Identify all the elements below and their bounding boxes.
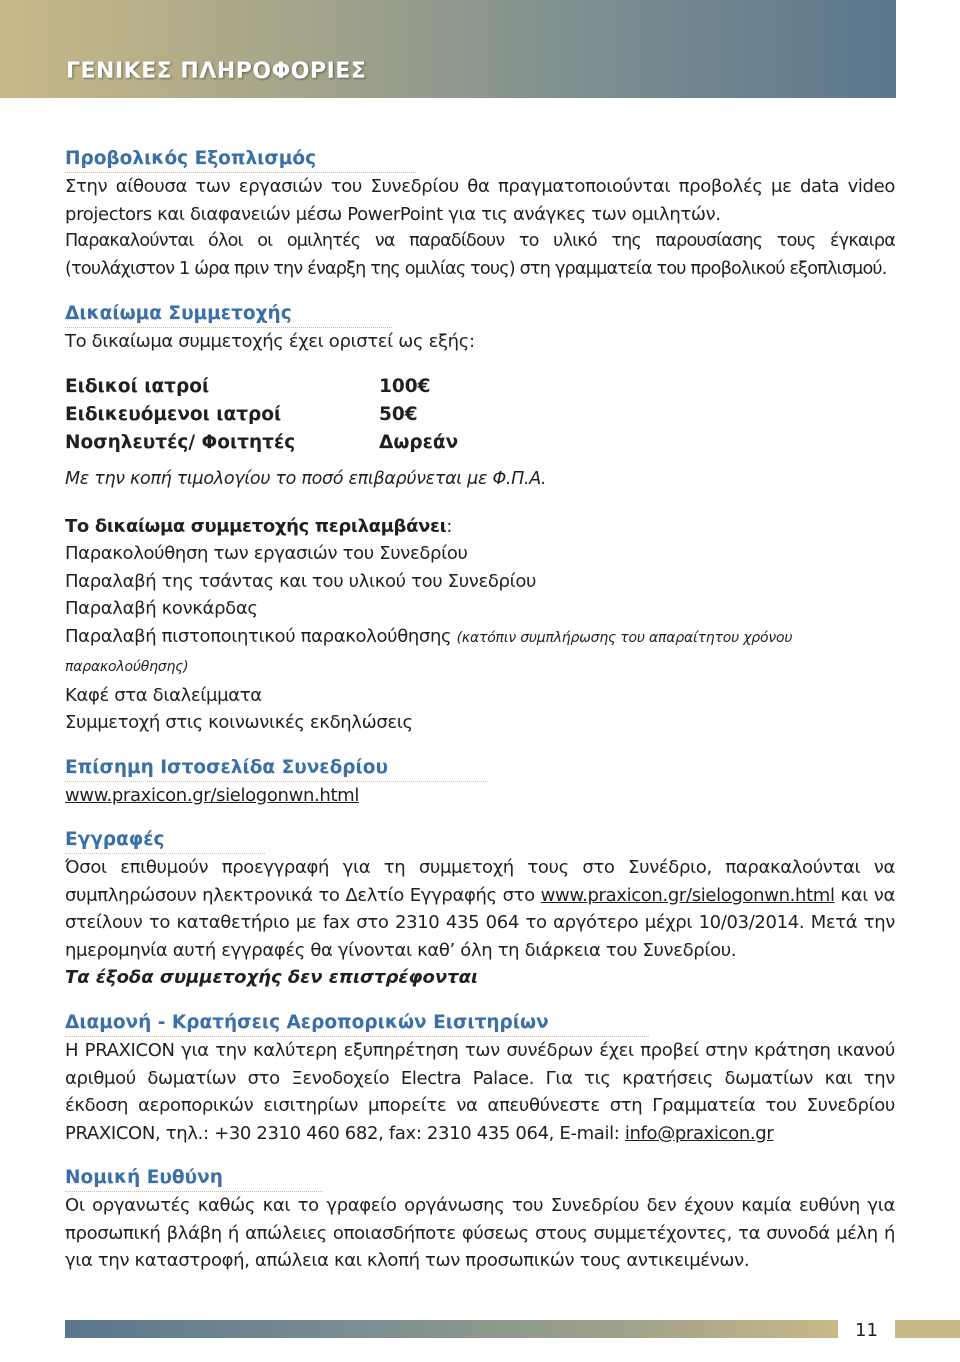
projection-text-2: Παρακαλούνται όλοι οι ομιλητές να παραδίδουν το υλικό της παρουσίασης τους έγκαιρα (τουλάχιστον 1 ώρα πριν την έναρξη της ομιλίας τους) στη γραμματεία του προβολικού εξοπλισμού. bbox=[65, 231, 895, 279]
fee-row bbox=[65, 401, 458, 429]
fee-category: Ειδικοί ιατροί bbox=[65, 375, 210, 397]
footer-band-right bbox=[895, 1320, 960, 1338]
includes-item: Συμμετοχή στις κοινωνικές εκδηλώσεις bbox=[65, 712, 413, 733]
fee-category: Ειδικευόμενοι ιατροί bbox=[65, 403, 282, 425]
section-fees bbox=[65, 301, 895, 493]
spacer bbox=[65, 1147, 895, 1165]
section-heading-registration: Εγγραφές bbox=[65, 827, 265, 854]
website-link[interactable]: www.praxicon.gr/sielogonwn.html bbox=[65, 784, 359, 806]
fee-price: 50€ bbox=[379, 403, 418, 425]
section-heading-website: Επίσημη Ιστοσελίδα Συνεδρίου bbox=[65, 755, 488, 782]
includes-item-certificate bbox=[65, 623, 895, 682]
includes-item: Παραλαβή της τσάντας και του υλικού του Συνεδρίου bbox=[65, 570, 537, 592]
section-includes bbox=[65, 513, 895, 737]
footer-band bbox=[65, 1320, 838, 1338]
fee-price: 100€ bbox=[379, 375, 431, 397]
registration-text bbox=[65, 854, 895, 964]
section-registration bbox=[65, 827, 895, 992]
registration-text-a: Όσοι επιθυμούν προεγγραφή για τη συμμετοχή τους στο Συνέδριο, παρακαλούνται να συμπληρώσουν ηλεκτρονικά το Δελτίο Εγγραφής στο bbox=[65, 857, 895, 906]
section-heading-accommodation: Διαμονή - Κρατήσεις Αεροπορικών Εισιτηρίων bbox=[65, 1010, 649, 1037]
includes-item-note: (κατόπιν συμπλήρωσης του απαραίτητου χρόνου παρακολούθησης) bbox=[65, 629, 793, 675]
section-accommodation bbox=[65, 1010, 895, 1147]
includes-heading: Το δικαίωμα συμμετοχής περιλαμβάνει bbox=[65, 515, 447, 537]
fee-row bbox=[65, 373, 458, 401]
section-heading-projection: Προβολικός Εξοπλισμός bbox=[65, 146, 416, 173]
section-projection bbox=[65, 146, 895, 283]
fee-price: Δωρεάν bbox=[379, 431, 459, 453]
page-number: 11 bbox=[855, 1320, 878, 1341]
includes-item-text: Παραλαβή πιστοποιητικού παρακολούθησης bbox=[65, 625, 452, 647]
accommodation-text-body: Η PRAXICON για την καλύτερη εξυπηρέτηση των συνέδρων έχει προβεί στην κράτηση ικανού αριθμού δωματίων στο Ξενοδοχείο Electra Palace. Για τις κρατήσεις δωματίων και την έκδοση αεροπορικών εισιτηρίων μπορείτε να απευθύνεστε στη Γραμματεία του Συνεδρίου PRAXICON, τηλ.: +30 2310 460 682, fax: 2310 435 064, E-mail: bbox=[65, 1040, 895, 1144]
spacer bbox=[65, 737, 895, 755]
spacer bbox=[65, 493, 895, 513]
spacer bbox=[65, 809, 895, 827]
includes-item: Παραλαβή κονκάρδας bbox=[65, 598, 258, 619]
section-liability bbox=[65, 1165, 895, 1275]
includes-colon: : bbox=[446, 515, 453, 537]
spacer bbox=[65, 992, 895, 1010]
email-link[interactable]: info@praxicon.gr bbox=[624, 1122, 774, 1144]
liability-text: Οι οργανωτές καθώς και το γραφείο οργάνωσης του Συνεδρίου δεν έχουν καμία ευθύνη για προσωπική βλάβη ή απώλειες οποιασδήποτε φύσεως στους συμμετέχοντες, τα συνοδά μέλη ή για την καταστροφή, απώλεια και κλοπή των προσωπικών τους αντικειμένων. bbox=[65, 1195, 895, 1271]
main-content bbox=[65, 146, 895, 1275]
registration-link[interactable]: www.praxicon.gr/sielogonwn.html bbox=[540, 884, 835, 906]
website-line bbox=[65, 782, 895, 810]
fees-intro: Το δικαίωμα συμμετοχής έχει οριστεί ως εξής: bbox=[65, 331, 475, 352]
section-heading-fees: Δικαίωμα Συμμετοχής bbox=[65, 301, 392, 328]
page-title: ΓΕΝΙΚΕΣ ΠΛΗΡΟΦΟΡΙΕΣ bbox=[66, 59, 367, 84]
no-refund-note: Τα έξοδα συμμετοχής δεν επιστρέφονται bbox=[65, 967, 478, 988]
projection-text-1: Στην αίθουσα των εργασιών του Συνεδρίου θα πραγματοποιούνται προβολές με data video projectors και διαφανειών μέσω PowerPoint για τις ανάγκες των ομιλητών. bbox=[65, 176, 895, 225]
includes-item: Καφέ στα διαλείμματα bbox=[65, 684, 262, 706]
fee-row bbox=[65, 429, 458, 457]
fee-table bbox=[65, 373, 458, 457]
includes-heading-line bbox=[65, 513, 895, 541]
vat-note: Με την κοπή τιμολογίου το ποσό επιβαρύνεται με Φ.Π.Α. bbox=[65, 468, 547, 489]
section-heading-liability: Νομική Ευθύνη bbox=[65, 1165, 323, 1192]
includes-item: Παρακολούθηση των εργασιών του Συνεδρίου bbox=[65, 543, 468, 564]
section-website bbox=[65, 755, 895, 810]
spacer bbox=[65, 283, 895, 301]
accommodation-text bbox=[65, 1037, 895, 1147]
registration-text-b: και να στείλουν το καταθετήριο με fax στο 2310 435 064 το αργότερο μέχρι 10/03/2014. Μετά την ημερομηνία αυτή εγγραφές θα γίνονται καθ’ όλη τη διάρκεια του Συνεδρίου. bbox=[65, 884, 895, 961]
fee-category: Νοσηλευτές/ Φοιτητές bbox=[65, 431, 296, 453]
